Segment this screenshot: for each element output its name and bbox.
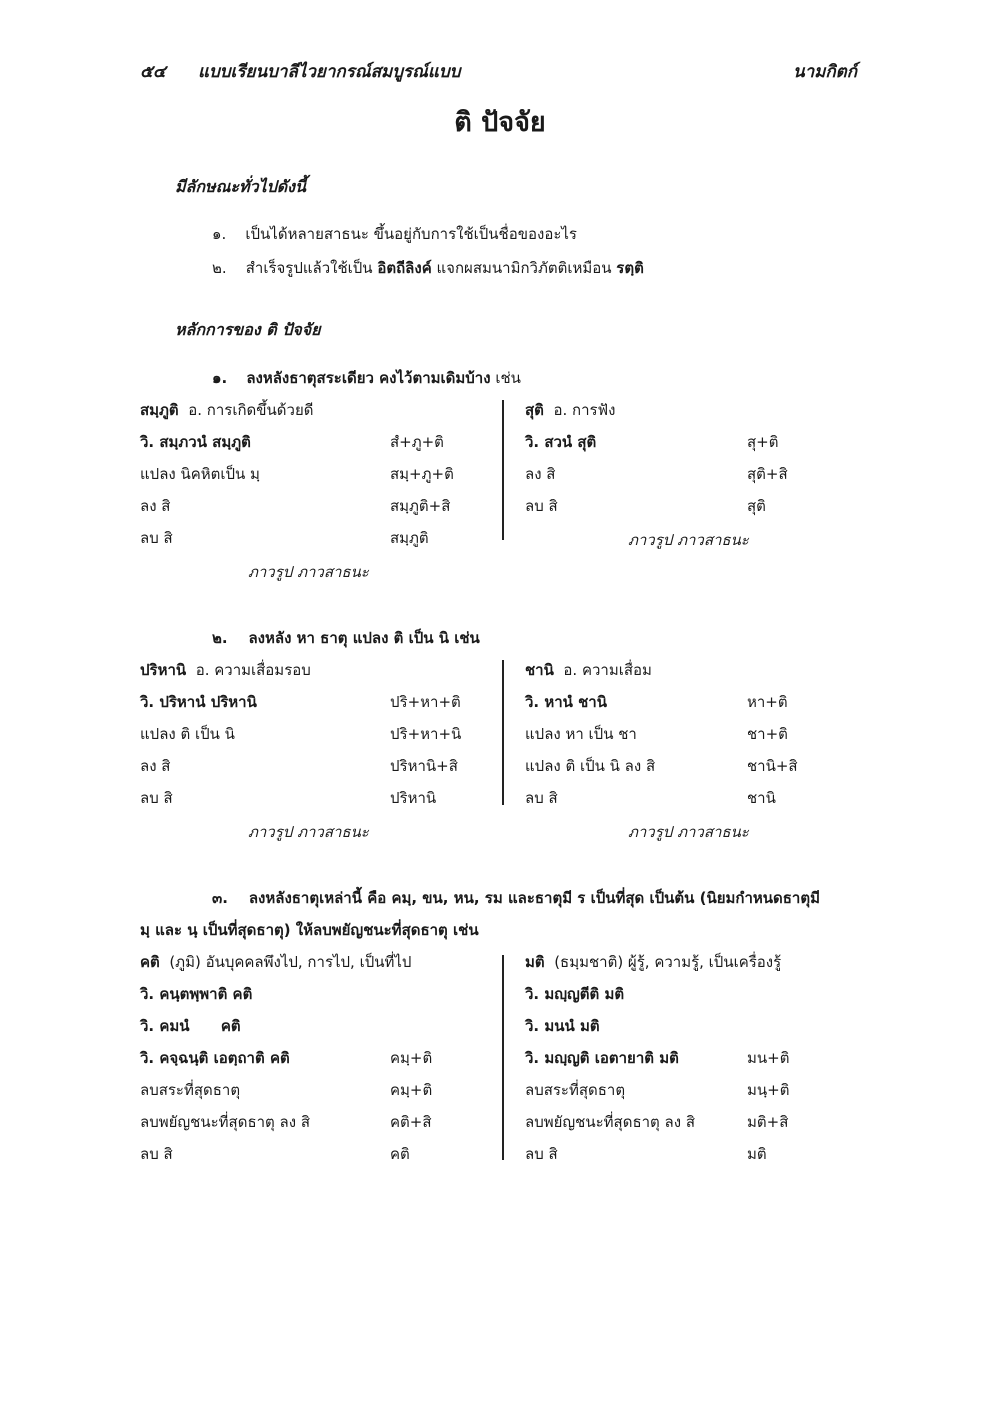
book-title: แบบเรียนบาลีไวยากรณ์สมบูรณ์แบบ — [198, 62, 461, 82]
form-type: ภาวรูป ภาวสาธนะ — [628, 823, 749, 841]
derivation-row: ลง สิ ปริหานิ+สิ — [140, 757, 458, 775]
derivation-row: วิ. สมฺภวนํ สมฺภูติ สํ+ภู+ติ — [140, 433, 444, 451]
general-heading: มีลักษณะทั่วไปดังนี้ — [175, 177, 306, 196]
derivation-row: ลบพยัญชนะที่สุดธาตุ ลง สิ มติ+สิ — [525, 1113, 789, 1131]
rule-number: ๒. — [212, 629, 228, 647]
item-text: เป็นได้หลายสาธนะ ขึ้นอยู่กับการใช้เป็นชื่อของอะไร — [245, 225, 577, 243]
derivation-row: แปลง ติ เป็น นิ ลง สิ ชานิ+สิ — [525, 757, 798, 775]
page-title: ติ ปัจจัย — [454, 107, 546, 138]
form-type: ภาวรูป ภาวสาธนะ — [628, 531, 749, 549]
example-word-suti: สุติ อ. การฟัง — [525, 401, 616, 419]
general-item-2 — [212, 256, 644, 280]
derivation-row: แปลง นิคหิตเป็น มฺ สมฺ+ภู+ติ — [140, 465, 454, 483]
derivation-row: วิ. มญฺญติ เอตายาติ มติ มน+ติ — [525, 1049, 790, 1067]
example-word-chani: ชานิ อ. ความเสื่อม — [525, 661, 652, 679]
rule-2 — [212, 626, 480, 650]
item-number: ๒. — [212, 259, 227, 277]
rule-number: ๑. — [212, 369, 228, 387]
derivation-row: ลบ สิ สมฺภูติ — [140, 529, 429, 547]
rule-text: ลงหลังธาตุเหล่านี้ คือ คมฺ, ขน, หน, รม และธาตุมี ร เป็นที่สุด เป็นต้น (นิยมกำหนดธาตุมี — [248, 889, 820, 907]
item-text: สำเร็จรูปแล้วใช้เป็น — [245, 259, 373, 277]
general-item-1 — [212, 222, 577, 246]
item-bold: รตฺติ — [616, 259, 644, 277]
vigraha-row: วิ. มนนํ มติ — [525, 1017, 600, 1035]
derivation-row: ลง สิ สุติ+สิ — [525, 465, 788, 483]
column-divider — [502, 660, 504, 805]
derivation-row: วิ. คจฺฉนฺติ เอตฺถาติ คติ คมฺ+ติ — [140, 1049, 433, 1067]
vigraha-row: วิ. คมนํ คติ — [140, 1017, 241, 1035]
rule-3-line-1 — [212, 886, 820, 910]
derivation-row: แปลง ติ เป็น นิ ปริ+หา+นิ — [140, 725, 462, 743]
form-type: ภาวรูป ภาวสาธนะ — [248, 823, 369, 841]
rule-tail: เช่น — [495, 369, 521, 387]
example-word-kati: คติ (ภูมิ) อันบุคคลพึงไป, การไป, เป็นที่ไป — [140, 953, 412, 971]
derivation-row: วิ. หานํ ชานิ หา+ติ — [525, 693, 788, 711]
item-bold: อิตถีลิงค์ — [377, 259, 432, 277]
derivation-row: ลบ สิ สุติ — [525, 497, 766, 515]
column-divider — [502, 400, 504, 540]
derivation-row: ลบ สิ มติ — [525, 1145, 767, 1163]
column-divider — [502, 955, 504, 1160]
example-word-mati: มติ (ธมฺมชาติ) ผู้รู้, ความรู้, เป็นเครื่องรู้ — [525, 953, 782, 971]
principles-heading: หลักการของ ติ ปัจจัย — [175, 320, 321, 339]
derivation-row: วิ. สวนํ สุติ สุ+ติ — [525, 433, 779, 451]
derivation-row: ลบสระที่สุดธาตุ คมฺ+ติ — [140, 1081, 433, 1099]
derivation-row: ลบ สิ คติ — [140, 1145, 410, 1163]
rule-3-line-2: มฺ และ นฺ เป็นที่สุดธาตุ) ให้ลบพยัญชนะที่สุดธาตุ เช่น — [140, 921, 479, 939]
derivation-row: ลบพยัญชนะที่สุดธาตุ ลง สิ คติ+สิ — [140, 1113, 432, 1131]
derivation-row: ลบ สิ ชานิ — [525, 789, 776, 807]
form-type: ภาวรูป ภาวสาธนะ — [248, 563, 369, 581]
rule-number: ๓. — [212, 889, 228, 907]
rule-text: ลงหลังธาตุสระเดียว คงไว้ตามเดิมบ้าง — [246, 369, 491, 387]
example-word-sambhuti: สมฺภูติ อ. การเกิดขึ้นด้วยดี — [140, 401, 314, 419]
derivation-row: ลบ สิ ปริหานิ — [140, 789, 437, 807]
rule-text: ลงหลัง หา ธาตุ แปลง ติ เป็น นิ เช่น — [248, 629, 480, 647]
item-number: ๑. — [212, 225, 227, 243]
vigraha-row: วิ. มญฺญตีติ มติ — [525, 985, 625, 1003]
page-number: ๕๔ — [140, 62, 166, 82]
rule-1 — [212, 366, 521, 390]
derivation-row: วิ. ปริหานํ ปริหานิ ปริ+หา+ติ — [140, 693, 461, 711]
derivation-row: ลบสระที่สุดธาตุ มนฺ+ติ — [525, 1081, 790, 1099]
chapter-name: นามกิตก์ — [793, 62, 857, 82]
vigraha-row: วิ. คนฺตพฺพาติ คติ — [140, 985, 253, 1003]
item-text: แจกผสมนามิกวิภัตติเหมือน — [436, 259, 612, 277]
example-word-parihani: ปริหานิ อ. ความเสื่อมรอบ — [140, 661, 311, 679]
derivation-row: ลง สิ สมฺภูติ+สิ — [140, 497, 451, 515]
derivation-row: แปลง หา เป็น ชา ชา+ติ — [525, 725, 788, 743]
